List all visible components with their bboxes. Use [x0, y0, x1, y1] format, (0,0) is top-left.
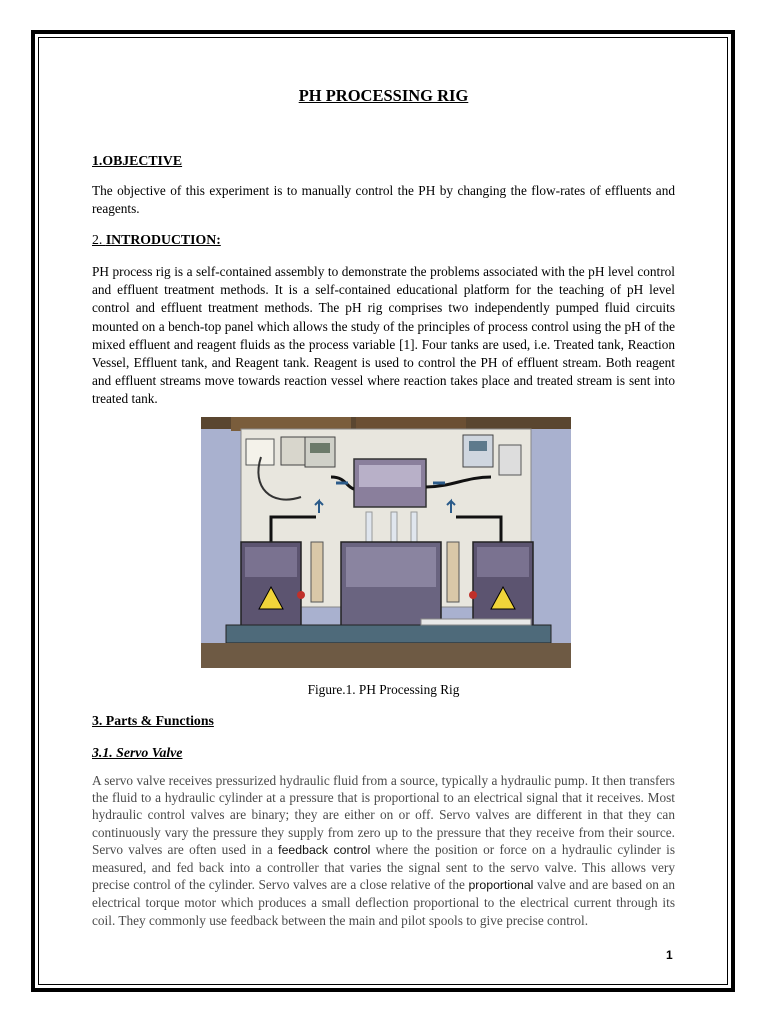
servo-text-a: A servo valve receives pressurized hydraulic fluid from a source, typically a hydraulic pump. It then transfers the fluid to a hydraulic cylinder at a pressure that is proportional to an electrical signal that it receives. Most hydraulic control valves are binary; they are either on or off. Servo valves are different in that they can continuously vary the pressure they supply from zero up to the pressure that they receive from their source. Servo valves are often used in a	[92, 773, 675, 857]
page-number: 1	[666, 948, 673, 962]
servo-valve-paragraph	[92, 772, 675, 929]
figure-caption: Figure.1. PH Processing Rig	[307, 682, 460, 697]
servo-text-c: valve and are based on an electrical torque motor which produces a small deflection proportional to the electrical current through its coil. They commonly use feedback between the main and pilot spools to give precise control.	[92, 877, 675, 928]
introduction-paragraph: PH process rig is a self-contained assembly to demonstrate the problems associated with the pH level control and effluent treatment methods. It is a self-contained educational platform for the teaching of pH level control and effluent treatment methods. The pH rig comprises two independently pumped fluid circuits mounted on a bench-top panel which allows the study of the principles of process control using the pH of the mixed effluent and reagent fluids as the process variable [1]. Four tanks are used, i.e. Treated tank, Reaction Vessel, Effluent tank, and Reagent tank. Reagent is used to control the PH of effluent stream. Both reagent and effluent streams move towards reaction vessel where reaction takes place and treated stream is sent into treated tank.	[92, 264, 675, 407]
objective-paragraph: The objective of this experiment is to manually control the PH by changing the flow-rates of effluents and reagents.	[92, 183, 675, 217]
servo-text-b: where the position or force on a hydraulic cylinder is measured, and fed back into a controller that varies the signal sent to the servo valve. This allows very precise control of the cylinder. Servo valves are a close relative of the	[92, 841, 676, 893]
feedback-control-link[interactable]: feedback control	[278, 842, 371, 857]
parts-heading: 3. Parts & Functions	[92, 713, 214, 728]
servo-valve-heading: 3.1. Servo Valve	[92, 745, 183, 760]
proportional-link[interactable]: proportional	[468, 878, 534, 893]
ph-rig-illustration	[201, 417, 571, 668]
introduction-title: INTRODUCTION:	[105, 232, 221, 247]
document-title: PH PROCESSING RIG	[298, 86, 469, 105]
objective-heading: 1.OBJECTIVE	[92, 153, 183, 168]
introduction-number: 2.	[92, 232, 103, 247]
introduction-heading	[92, 232, 221, 248]
ph-rig-photo	[201, 417, 571, 668]
